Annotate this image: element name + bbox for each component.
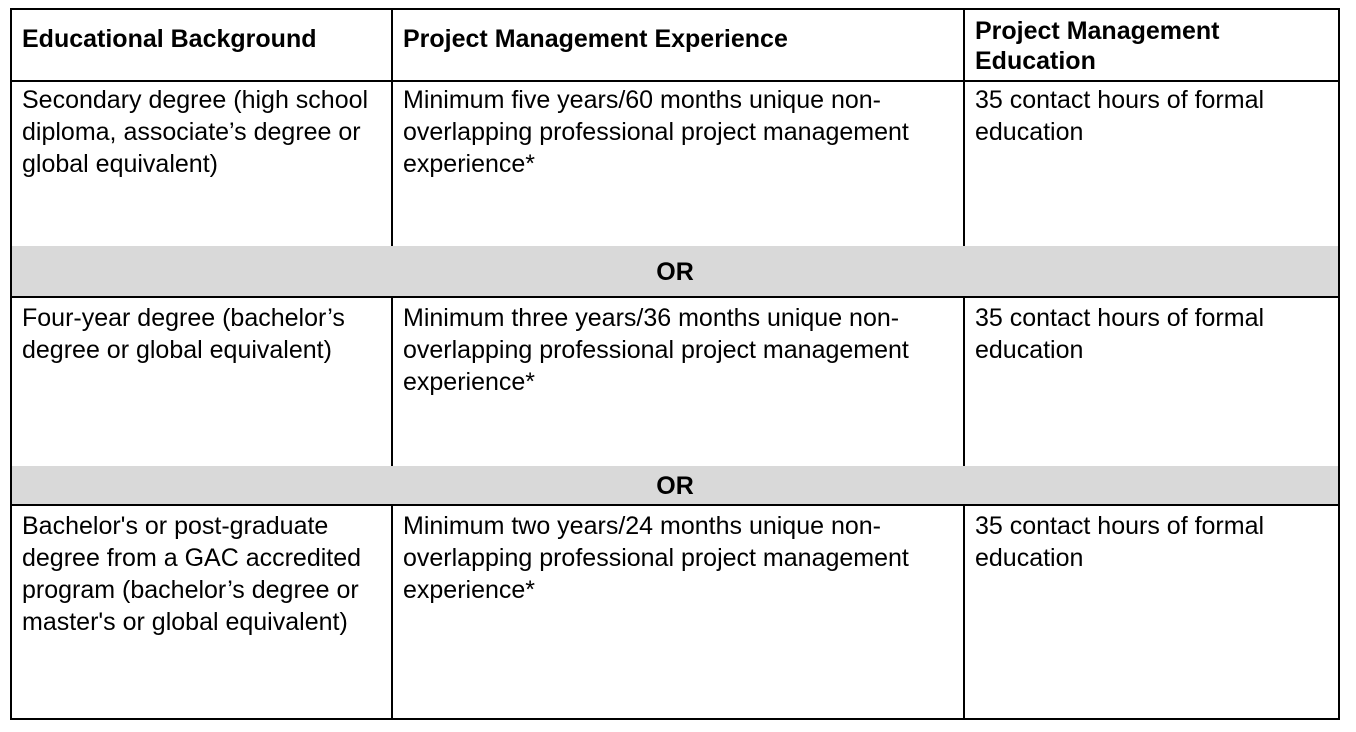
table-row	[12, 80, 1338, 249]
header-educational-background: Educational Background	[12, 10, 393, 80]
cell-pm-experience: Minimum two years/24 months unique non-overlapping professional project management experience*	[393, 506, 965, 720]
cell-educational-background: Bachelor's or post-graduate degree from a GAC accredited program (bachelor’s degree or master's or global equivalent)	[12, 506, 393, 720]
eligibility-table	[10, 8, 1340, 720]
table-row	[12, 298, 1338, 468]
cell-pm-experience: Minimum three years/36 months unique non-overlapping professional project management experience*	[393, 298, 965, 466]
or-separator: OR	[12, 466, 1338, 506]
table-row	[12, 506, 1338, 720]
header-pm-experience: Project Management Experience	[393, 10, 965, 80]
cell-pm-education: 35 contact hours of formal education	[975, 512, 1265, 572]
cell-educational-background: Four-year degree (bachelor’s degree or global equivalent)	[12, 298, 393, 466]
or-separator: OR	[12, 246, 1338, 298]
cell-pm-experience: Minimum five years/60 months unique non-overlapping professional project management experience*	[393, 80, 965, 246]
cell-pm-education: 35 contact hours of formal education	[975, 86, 1265, 146]
cell-educational-background: Secondary degree (high school diploma, associate’s degree or global equivalent)	[12, 80, 393, 246]
header-pm-education: Project Management Education	[975, 17, 1220, 75]
cell-pm-education: 35 contact hours of formal education	[975, 304, 1265, 364]
table-header-row	[12, 10, 1338, 82]
